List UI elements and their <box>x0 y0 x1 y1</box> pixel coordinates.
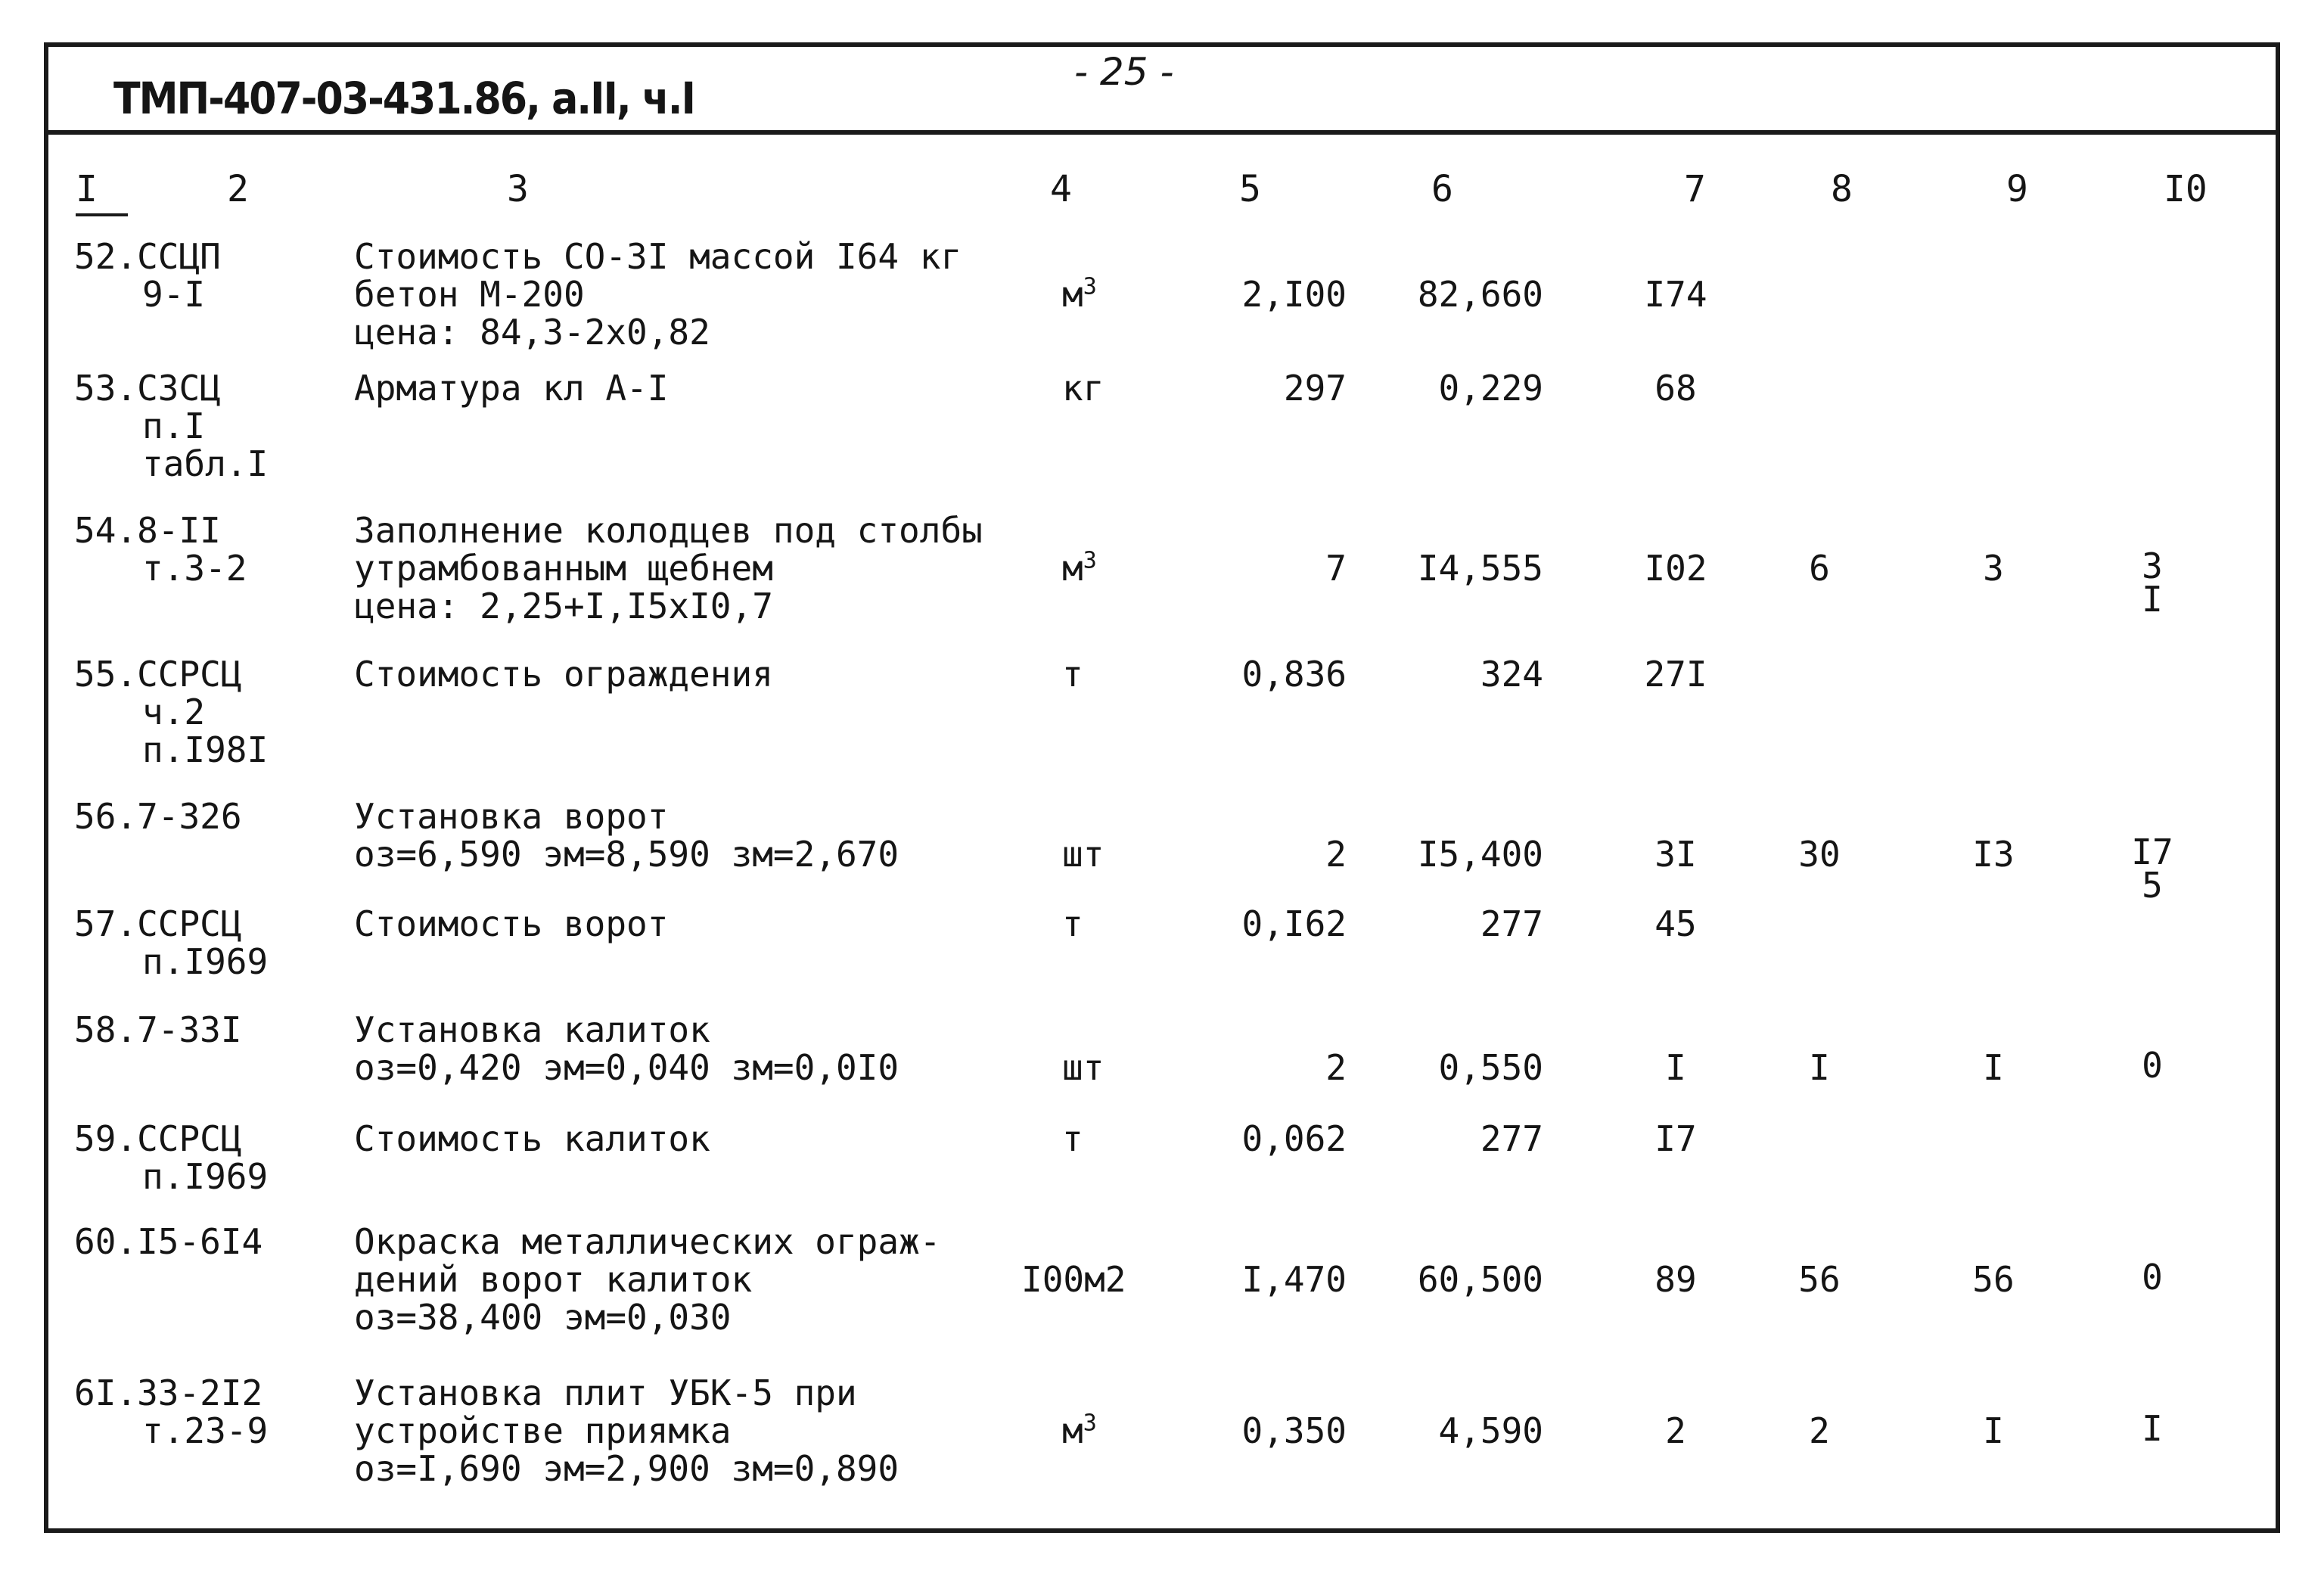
unit: шт <box>1062 834 1105 875</box>
item-code: 55.ССРСЦ ч.2 п.I98I <box>74 654 269 770</box>
unit-price: 4,590 <box>1438 1410 1543 1451</box>
quantity: 0,062 <box>1241 1118 1347 1159</box>
column-9-value: I3 <box>1972 834 2015 875</box>
column-header-4: 4 <box>1050 168 1072 210</box>
quantity: 0,350 <box>1241 1410 1347 1451</box>
column-10-value: 3 I <box>2142 546 2163 620</box>
column-header-7: 7 <box>1684 168 1706 210</box>
item-description: Стоимость ворот <box>354 903 669 944</box>
item-code: 53.С3СЦ п.I табл.I <box>74 368 269 484</box>
quantity: 0,I62 <box>1241 903 1347 944</box>
unit: $м^3$ <box>1062 1410 1097 1451</box>
column-header-5: 5 <box>1239 168 1261 210</box>
column-8-value: 30 <box>1798 834 1841 875</box>
item-code: 58.7-33I <box>74 1009 242 1050</box>
item-description: Установка калиток оз=0,420 эм=0,040 зм=0,0I0 <box>354 1009 899 1088</box>
item-code: 52.ССЦП 9-I <box>74 236 221 315</box>
column-8-value: I <box>1809 1047 1830 1088</box>
column-8-value: 6 <box>1809 548 1830 589</box>
column-10-value: I <box>2142 1408 2163 1449</box>
quantity: 2 <box>1325 834 1347 875</box>
column-7-value: 89 <box>1654 1259 1697 1300</box>
column-7-value: 68 <box>1654 368 1697 409</box>
item-description: Окраска металлических ограж- дений ворот калиток оз=38,400 эм=0,030 <box>354 1221 941 1338</box>
item-description: Стоимость калиток <box>354 1118 710 1159</box>
item-description: Стоимость ограждения <box>354 654 773 695</box>
column-header-6: 6 <box>1431 168 1453 210</box>
column-8-value: 2 <box>1809 1410 1830 1451</box>
quantity: I,470 <box>1241 1259 1347 1300</box>
column-7-value: 27I <box>1644 654 1707 695</box>
item-code: 59.ССРСЦ п.I969 <box>74 1118 269 1197</box>
unit: кг <box>1062 368 1105 409</box>
item-description: Стоимость СО-3I массой I64 кг бетон М-200 цена: 84,3-2х0,82 <box>354 236 962 353</box>
quantity: 2 <box>1325 1047 1347 1088</box>
column-header-3: 3 <box>507 168 529 210</box>
item-code: 56.7-326 <box>74 796 242 837</box>
column-9-value: I <box>1983 1410 2004 1451</box>
quantity: 297 <box>1283 368 1347 409</box>
unit: т <box>1062 1118 1083 1159</box>
column-header-9: 9 <box>2006 168 2028 210</box>
column-10-value: I7 5 <box>2131 832 2173 906</box>
column-7-value: 2 <box>1665 1410 1686 1451</box>
column-header-1: I <box>76 168 128 216</box>
column-header-2: 2 <box>227 168 249 210</box>
quantity: 2,I00 <box>1241 274 1347 315</box>
column-7-value: 45 <box>1654 903 1697 944</box>
column-header-8: 8 <box>1831 168 1853 210</box>
column-7-value: I7 <box>1654 1118 1697 1159</box>
quantity: 7 <box>1325 548 1347 589</box>
item-code: 57.ССРСЦ п.I969 <box>74 903 269 982</box>
unit-price: 0,229 <box>1438 368 1543 409</box>
item-code: 60.I5-6I4 <box>74 1221 263 1262</box>
column-9-value: I <box>1983 1047 2004 1088</box>
quantity: 0,836 <box>1241 654 1347 695</box>
unit-price: 60,500 <box>1417 1259 1543 1300</box>
unit: т <box>1062 654 1083 695</box>
unit-price: I5,400 <box>1417 834 1543 875</box>
column-10-value: 0 <box>2142 1257 2163 1298</box>
unit: I00м2 <box>1021 1259 1126 1300</box>
item-code: 54.8-II т.3-2 <box>74 510 247 589</box>
unit-price: 277 <box>1480 1118 1543 1159</box>
unit: $м^3$ <box>1062 547 1097 589</box>
unit: т <box>1062 903 1083 944</box>
item-description: Установка ворот оз=6,590 эм=8,590 зм=2,670 <box>354 796 899 875</box>
column-9-value: 56 <box>1972 1259 2015 1300</box>
unit-price: 0,550 <box>1438 1047 1543 1088</box>
header-separator <box>44 130 2280 135</box>
page-number: - 25 - <box>1074 50 1174 94</box>
column-7-value: I74 <box>1644 274 1707 315</box>
unit-price: 277 <box>1480 903 1543 944</box>
unit: шт <box>1062 1047 1105 1088</box>
unit: $м^3$ <box>1062 273 1097 315</box>
column-7-value: I02 <box>1644 548 1707 589</box>
column-7-value: 3I <box>1654 834 1697 875</box>
column-9-value: 3 <box>1983 548 2004 589</box>
unit-price: 82,660 <box>1417 274 1543 315</box>
column-10-value: 0 <box>2142 1045 2163 1086</box>
item-code: 6I.33-2I2 т.23-9 <box>74 1372 269 1451</box>
column-header-10: I0 <box>2164 168 2207 210</box>
column-7-value: I <box>1665 1047 1686 1088</box>
unit-price: 324 <box>1480 654 1543 695</box>
unit-price: I4,555 <box>1417 548 1543 589</box>
item-description: Заполнение колодцев под столбы утрамбованным щебнем цена: 2,25+I,I5хI0,7 <box>354 510 983 626</box>
column-8-value: 56 <box>1798 1259 1841 1300</box>
item-description: Арматура кл А-I <box>354 368 669 409</box>
item-description: Установка плит УБК-5 при устройстве приямка оз=I,690 эм=2,900 зм=0,890 <box>354 1372 899 1489</box>
document-code: ТМП-407-03-431.86, а.II, ч.I <box>113 73 694 124</box>
